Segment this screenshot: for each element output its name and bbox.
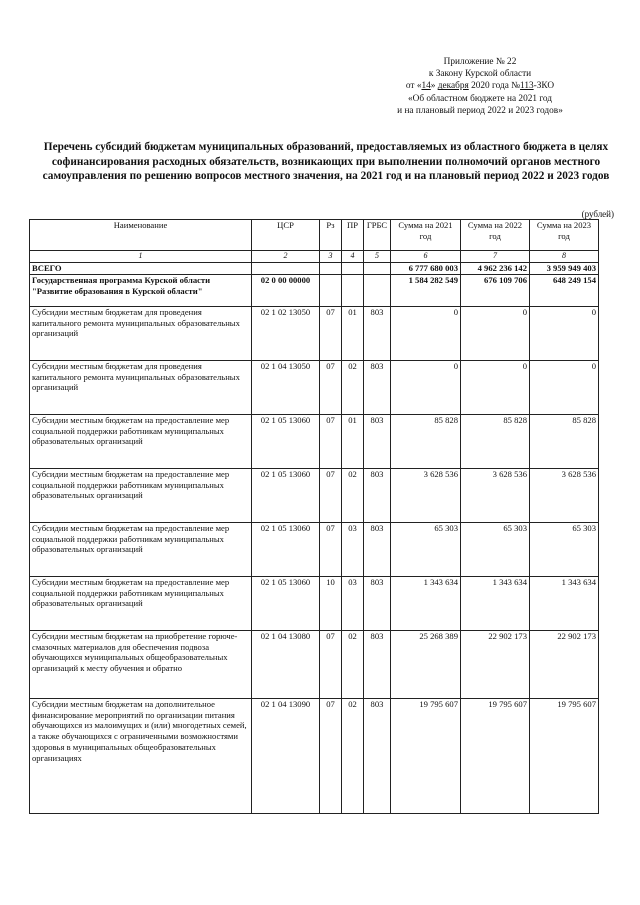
row-sum-2021: 0 [391,360,461,414]
row-sum-2022: 0 [461,360,530,414]
total-sum-2023: 3 959 949 403 [530,262,599,274]
header-sum-2023: Сумма на 2023 год [530,220,599,251]
header-sum-2021: Сумма на 2021 год [391,220,461,251]
date-sep: » [430,81,438,92]
row-rz: 07 [320,468,342,522]
row-sum-2022: 85 828 [461,414,530,468]
index-2: 2 [252,251,320,263]
row-grbs: 803 [364,468,391,522]
row-pr: 02 [342,630,364,698]
row-sum-2022: 65 303 [461,522,530,576]
row-sum-2023: 1 343 634 [530,576,599,630]
program-row [30,274,599,306]
appendix-number: Приложение № 22 [443,57,517,67]
row-rz: 07 [320,306,342,360]
table-row [30,698,599,813]
table-row [30,306,599,360]
total-label: ВСЕГО [30,262,252,274]
subsidy-name: Субсидии местным бюджетам на предоставление мер социальной поддержки работникам муниципальных образовательных организаций [30,576,252,630]
document-title: Перечень субсидий бюджетам муниципальных образований, предоставляемых из областного бюджета в целях софинансирования расходных обязательств, возникающих при выполнении полномочий органов местного самоуправления по решению вопросов местного значения, на 2021 год и на плановый период 2022 и 2023 годов [42,141,610,183]
row-sum-2023: 65 303 [530,522,599,576]
row-grbs: 803 [364,522,391,576]
header-csr: ЦСР [252,220,320,251]
row-grbs: 803 [364,698,391,813]
appendix-law: к Закону Курской области [428,69,532,80]
row-rz: 07 [320,414,342,468]
subsidy-name: Субсидии местным бюджетам на предоставление мер социальной поддержки работникам муниципальных образовательных организаций [30,414,252,468]
subsidy-name: Субсидии местным бюджетам на дополнительное финансирование мероприятий по организации питания обучающихся из малоимущих и (или) многодетных семей, а также обучающихся с ограниченными возможностями здоровья в муниципальных общеобразовательных организациях [30,698,252,813]
row-csr: 02 1 04 13050 [252,360,320,414]
subsidy-name: Субсидии местным бюджетам для проведения капитального ремонта муниципальных образовательных организаций [30,360,252,414]
program-csr: 02 0 00 00000 [252,274,320,306]
index-6: 6 [391,251,461,263]
row-sum-2022: 19 795 607 [461,698,530,813]
table-row [30,576,599,630]
row-sum-2021: 1 343 634 [391,576,461,630]
row-sum-2021: 25 268 389 [391,630,461,698]
row-grbs: 803 [364,630,391,698]
row-csr: 02 1 04 13080 [252,630,320,698]
subsidy-name: Субсидии местным бюджетам на предоставление мер социальной поддержки работникам муниципальных образовательных организаций [30,468,252,522]
units-label: (рублей) [581,209,614,219]
table-row [30,360,599,414]
row-csr: 02 1 05 13060 [252,522,320,576]
row-csr: 02 1 04 13090 [252,698,320,813]
row-pr: 01 [342,414,364,468]
row-sum-2021: 3 628 536 [391,468,461,522]
table-row [30,414,599,468]
total-row [30,262,599,274]
index-7: 7 [461,251,530,263]
program-sum-2023: 648 249 154 [530,274,599,306]
row-pr: 03 [342,522,364,576]
row-csr: 02 1 05 13060 [252,468,320,522]
row-sum-2021: 85 828 [391,414,461,468]
subsidy-name: Субсидии местным бюджетам на приобретение горюче-смазочных материалов для обеспечения подвоза обучающихся муниципальных общеобразовательных организаций к месту обучения и обратно [30,630,252,698]
row-grbs: 803 [364,360,391,414]
program-name: Государственная программа Курской области "Развитие образования в Курской области" [30,274,252,306]
row-sum-2021: 0 [391,306,461,360]
appendix-subject-1: «Об областном бюджете на 2021 год [407,93,553,104]
table-row [30,468,599,522]
index-1: 1 [30,251,252,263]
total-sum-2021: 6 777 680 003 [391,262,461,274]
row-sum-2023: 3 628 536 [530,468,599,522]
subsidy-table [29,219,599,814]
appendix-subject-2: и на плановый период 2022 и 2023 годов» [397,105,563,116]
row-pr: 02 [342,468,364,522]
row-rz: 07 [320,360,342,414]
row-sum-2023: 85 828 [530,414,599,468]
row-csr: 02 1 05 13060 [252,576,320,630]
index-5: 5 [364,251,391,263]
appendix-date-line [360,80,600,92]
law-suffix: -ЗКО [533,81,555,92]
header-sum-2022: Сумма на 2022 год [461,220,530,251]
row-rz: 07 [320,698,342,813]
row-sum-2023: 22 902 173 [530,630,599,698]
appendix-header [360,56,600,117]
row-sum-2022: 3 628 536 [461,468,530,522]
row-grbs: 803 [364,414,391,468]
row-grbs: 803 [364,576,391,630]
program-sum-2021: 1 584 282 549 [391,274,461,306]
total-sum-2022: 4 962 236 142 [461,262,530,274]
row-csr: 02 1 02 13050 [252,306,320,360]
row-rz: 07 [320,522,342,576]
table-row [30,522,599,576]
date-year: 2020 года № [468,81,521,92]
header-pr: ПР [342,220,364,251]
row-sum-2023: 19 795 607 [530,698,599,813]
row-grbs: 803 [364,306,391,360]
index-4: 4 [342,251,364,263]
program-sum-2022: 676 109 706 [461,274,530,306]
row-rz: 10 [320,576,342,630]
date-day: 14 [421,81,431,92]
header-grbs: ГРБС [364,220,391,251]
header-row [30,220,599,251]
law-number: 113 [520,81,534,92]
index-8: 8 [530,251,599,263]
date-month: декабря [437,81,469,92]
header-name: Наименование [30,220,252,251]
table-row [30,630,599,698]
subsidy-name: Субсидии местным бюджетам для проведения капитального ремонта муниципальных образовательных организаций [30,306,252,360]
row-sum-2022: 22 902 173 [461,630,530,698]
row-pr: 03 [342,576,364,630]
header-rz: Рз [320,220,342,251]
date-prefix: от « [405,81,422,92]
index-3: 3 [320,251,342,263]
row-sum-2022: 0 [461,306,530,360]
row-sum-2021: 65 303 [391,522,461,576]
row-sum-2023: 0 [530,360,599,414]
row-pr: 02 [342,360,364,414]
row-pr: 01 [342,306,364,360]
row-sum-2022: 1 343 634 [461,576,530,630]
row-sum-2021: 19 795 607 [391,698,461,813]
row-sum-2023: 0 [530,306,599,360]
row-rz: 07 [320,630,342,698]
row-csr: 02 1 05 13060 [252,414,320,468]
row-pr: 02 [342,698,364,813]
column-index-row [30,251,599,263]
subsidy-name: Субсидии местным бюджетам на предоставление мер социальной поддержки работникам муниципальных образовательных организаций [30,522,252,576]
